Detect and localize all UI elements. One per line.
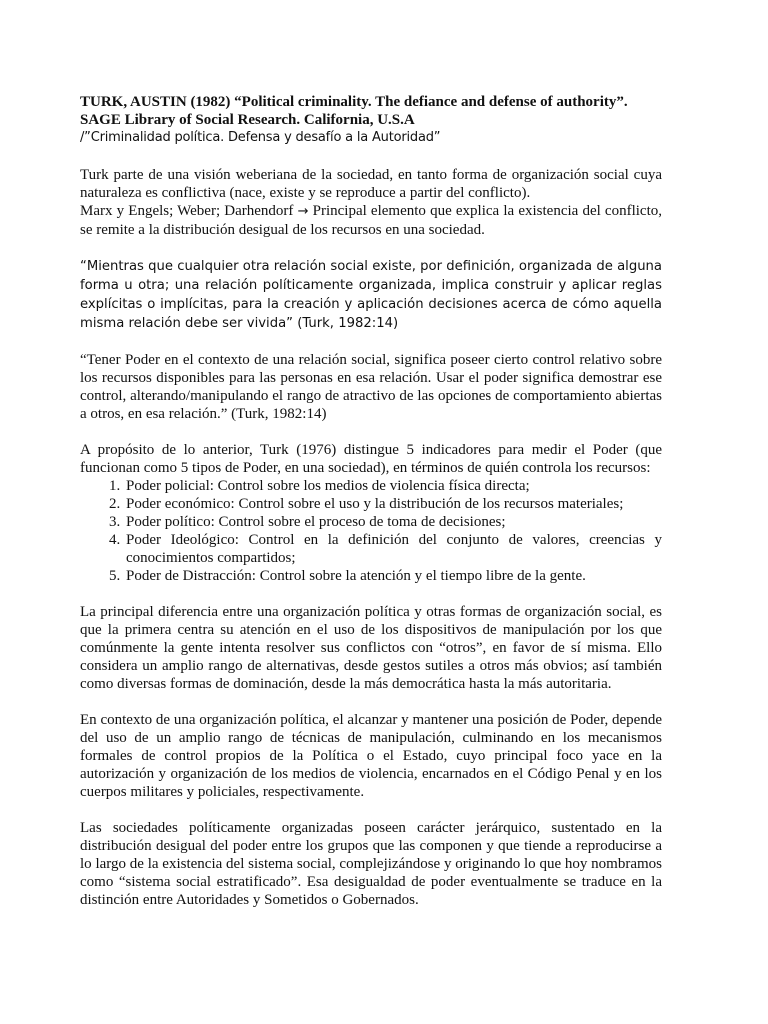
citation-line-2: SAGE Library of Social Research. California, U.S.A bbox=[80, 112, 415, 128]
list-item: 5. Poder de Distracción: Control sobre la atención y el tiempo libre de la gente. bbox=[124, 567, 662, 585]
citation-title bbox=[80, 93, 662, 129]
document-page bbox=[80, 93, 662, 927]
spanish-title: /”Criminalidad política. Defensa y desafío a la Autoridad” bbox=[80, 130, 441, 145]
paragraph-5: En contexto de una organización política, el alcanzar y mantener una posición de Poder, depende del uso de un amplio rango de técnicas de manipulación, culminando en los mecanismos formales de control propios de la Política o el Estado, cuyo principal foco yace en la autorización y organización de los medios de violencia, encarnados en el Código Penal y en los cuerpos militares y policiales, respectivamente. bbox=[80, 712, 662, 800]
quote-1 bbox=[80, 257, 662, 333]
paragraph-3: A propósito de lo anterior, Turk (1976) distingue 5 indicadores para medir el Poder (que funcionan como 5 tipos de Poder, en una sociedad), en términos de quién controla los recursos: bbox=[80, 442, 662, 476]
list-item: 2. Poder económico: Control sobre el uso y la distribución de los recursos materiales; bbox=[124, 495, 662, 513]
quote-2 bbox=[80, 351, 662, 423]
paragraph-6: Las sociedades políticamente organizadas poseen carácter jerárquico, sustentado en la distribución desigual del poder entre los grupos que las componen y que tiende a reproducirse a lo largo de la existencia del sistema social, complejizándose y originando lo que hoy nombramos como “sistema social estratificado”. Esa desigualdad de poder eventualmente se traduce en la distinción entre Autoridades y Sometidos o Gobernados. bbox=[80, 820, 662, 908]
right-arrow-icon: → bbox=[297, 204, 309, 219]
quote-2-text: “Tener Poder en el contexto de una relación social, significa poseer cierto control relativo sobre los recursos disponibles para las personas en esa relación. Usar el poder significa demostrar ese control, alterando/manipulando el rango de atractivo de las opciones de comportamiento abiertas a otros, en esa relación.” (Turk, 1982:14) bbox=[80, 352, 662, 422]
paragraph-2 bbox=[80, 202, 662, 239]
list-item: 4. Poder Ideológico: Control en la definición del conjunto de valores, creencias y conocimientos compartidos; bbox=[124, 531, 662, 567]
power-types-list bbox=[80, 477, 662, 585]
paragraph-1: Turk parte de una visión weberiana de la sociedad, en tanto forma de organización social cuya naturaleza es conflictiva (nace, existe y se reproduce a partir del conflicto). bbox=[80, 167, 662, 201]
quote-1-text: “Mientras que cualquier otra relación social existe, por definición, organizada de alguna forma u otra; una relación políticamente organizada, implica construir y aplicar reglas explícitas o implícitas, para la creación y aplicación decisiones acerca de cómo aquella misma relación debe ser vivida” (Turk, 1982:14) bbox=[80, 259, 662, 331]
paragraph-2-end: Principal elemento que explica la existencia del conflicto, se remite a la distribución desigual de los recursos en una sociedad. bbox=[80, 203, 662, 238]
paragraph-2-start: Marx y Engels; Weber; Darhendorf bbox=[80, 203, 298, 219]
paragraph-4: La principal diferencia entre una organización política y otras formas de organización social, es que la primera centra su atención en el uso de los dispositivos de manipulación por los que comúnmente la gente intenta resolver sus conflictos con “otros”, en favor de sí misma. Ello considera un amplio rango de alternativas, desde gestos sutiles a otros más obvios; así también como diversas formas de dominación, desde la más democrática hasta la más autoritaria. bbox=[80, 604, 662, 692]
list-item: 1. Poder policial: Control sobre los medios de violencia física directa; bbox=[124, 477, 662, 495]
list-item: 3. Poder político: Control sobre el proceso de toma de decisiones; bbox=[124, 513, 662, 531]
citation-line-1: TURK, AUSTIN (1982) “Political criminality. The defiance and defense of authority”. bbox=[80, 94, 628, 110]
